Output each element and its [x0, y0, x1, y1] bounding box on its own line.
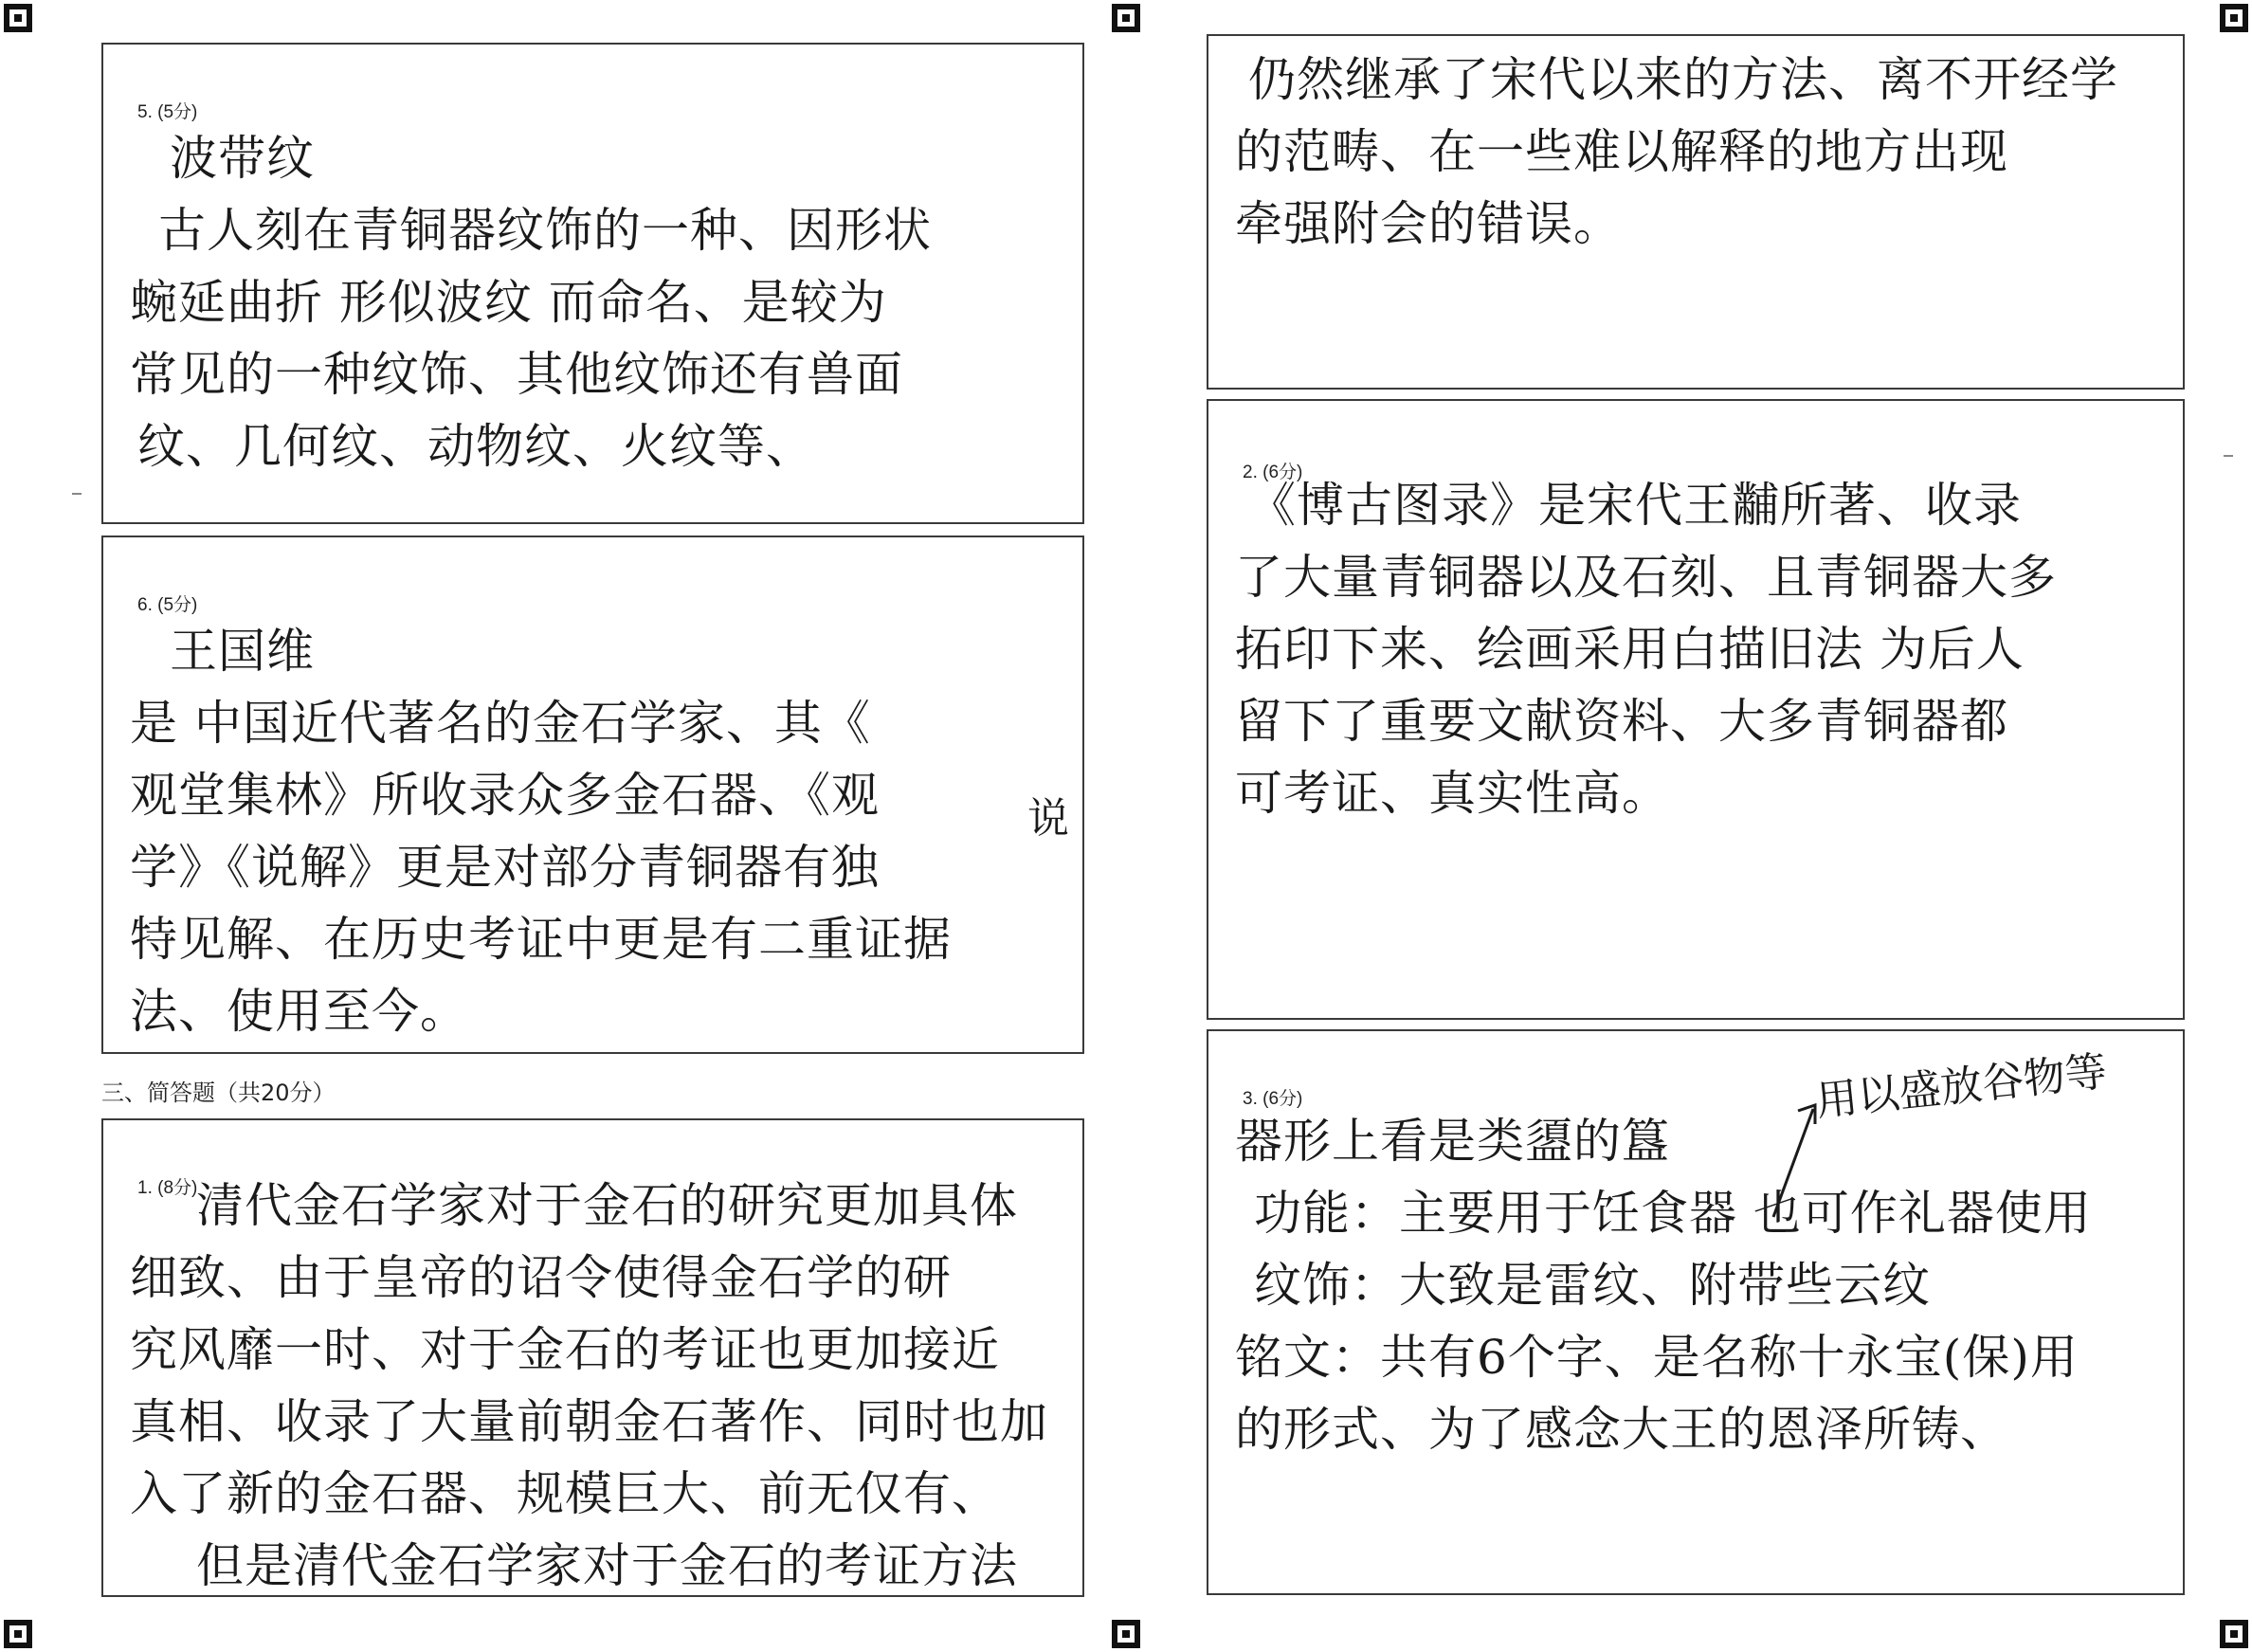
- answer-line: 了大量青铜器以及石刻、且青铜器大多: [1235, 550, 2057, 605]
- answer-line: 是 中国近代著名的金石学家、其《: [130, 696, 871, 751]
- margin-correction-note: 说: [1027, 794, 1069, 843]
- registration-marker-bottom-center: [1112, 1620, 1140, 1648]
- margin-tick: [2224, 455, 2233, 457]
- registration-marker-top-right: [2220, 4, 2248, 32]
- registration-marker-bottom-right: [2220, 1620, 2248, 1648]
- answer-line: 真相、收录了大量前朝金石著作、同时也加: [130, 1394, 1048, 1449]
- answer-line: 仍然继承了宋代以来的方法、离不开经学: [1248, 52, 2118, 107]
- question-label-q3: 3. (6分): [1243, 1089, 1303, 1109]
- answer-line: 究风靡一时、对于金石的考证也更加接近: [130, 1322, 1000, 1377]
- handwritten-answer-q6: [130, 615, 952, 1047]
- registration-marker-bottom-left: [4, 1620, 32, 1648]
- answer-line: 的范畴、在一些难以解释的地方出现: [1235, 124, 2008, 179]
- answer-line: 功能：主要用于饪食器 也可作礼器使用: [1254, 1186, 2092, 1241]
- answer-line: 学》《说解》更是对部分青铜器有独: [130, 840, 880, 895]
- answer-line: 常见的一种纹饰、其他纹饰还有兽面: [130, 347, 903, 402]
- registration-marker-top-left: [4, 4, 32, 32]
- answer-line: 细致、由于皇帝的诏令使得金石学的研: [130, 1250, 952, 1305]
- handwritten-answer-q1-continued: [1235, 44, 2118, 260]
- question-label-q5: 5. (5分): [137, 102, 198, 122]
- question-label-q1: 1. (8分): [137, 1178, 198, 1198]
- answer-line: 器形上看是类盨的簋: [1235, 1114, 1670, 1169]
- section-heading: 三、简答题（共20分）: [101, 1080, 336, 1106]
- answer-line: 观堂集林》所收录众多金石器、《观: [130, 768, 880, 823]
- answer-box-q1: [101, 1118, 1084, 1597]
- handwritten-answer-q1: [130, 1170, 1048, 1602]
- answer-box-q1-continued: [1207, 34, 2185, 390]
- answer-line: 特见解、在历史考证中更是有二重证据: [130, 912, 952, 967]
- answer-line: 的形式、为了感念大王的恩泽所铸、: [1235, 1402, 2008, 1457]
- answer-line: 蜿延曲折 形似波纹 而命名、是较为: [130, 275, 887, 330]
- answer-box-q3: [1207, 1029, 2185, 1595]
- answer-line: 《博古图录》是宋代王黼所著、收录: [1248, 478, 2022, 533]
- margin-tick: [72, 493, 82, 495]
- answer-line: 清代金石学家对于金石的研究更加具体: [196, 1178, 1018, 1233]
- handwritten-answer-q2: [1235, 469, 2057, 829]
- answer-line: 法、使用至今。: [130, 984, 468, 1039]
- inserted-annotation: 用以盛放谷物等: [1813, 1047, 2110, 1126]
- answer-line: 留下了重要文献资料、大多青铜器都: [1235, 694, 2008, 749]
- answer-line: 王国维: [170, 624, 315, 679]
- answer-line: 但是清代金石学家对于金石的考证方法: [196, 1538, 1018, 1593]
- handwritten-answer-q3: [1235, 1105, 2092, 1465]
- answer-line: 纹、几何纹、动物纹、火纹等、: [137, 419, 814, 474]
- answer-line: 波带纹: [170, 131, 315, 186]
- answer-line: 牵强附会的错误。: [1235, 196, 1622, 251]
- answer-box-q5: [101, 43, 1084, 524]
- answer-line: 可考证、真实性高。: [1235, 766, 1670, 821]
- answer-line: 铭文：共有6个字、是名称十永宝(保)用: [1235, 1330, 2079, 1385]
- registration-marker-top-center: [1112, 4, 1140, 32]
- answer-line: 入了新的金石器、规模巨大、前无仅有、: [130, 1466, 1000, 1521]
- answer-line: 纹饰：大致是雷纹、附带些云纹: [1254, 1258, 1931, 1313]
- answer-line: 古人刻在青铜器纹饰的一种、因形状: [158, 203, 932, 258]
- handwritten-answer-q5: [130, 122, 932, 482]
- question-label-q6: 6. (5分): [137, 595, 198, 615]
- question-label-q2: 2. (6分): [1243, 463, 1303, 482]
- answer-box-q6: [101, 536, 1084, 1054]
- answer-box-q2: [1207, 399, 2185, 1020]
- answer-line: 拓印下来、绘画采用白描旧法 为后人: [1235, 622, 2025, 677]
